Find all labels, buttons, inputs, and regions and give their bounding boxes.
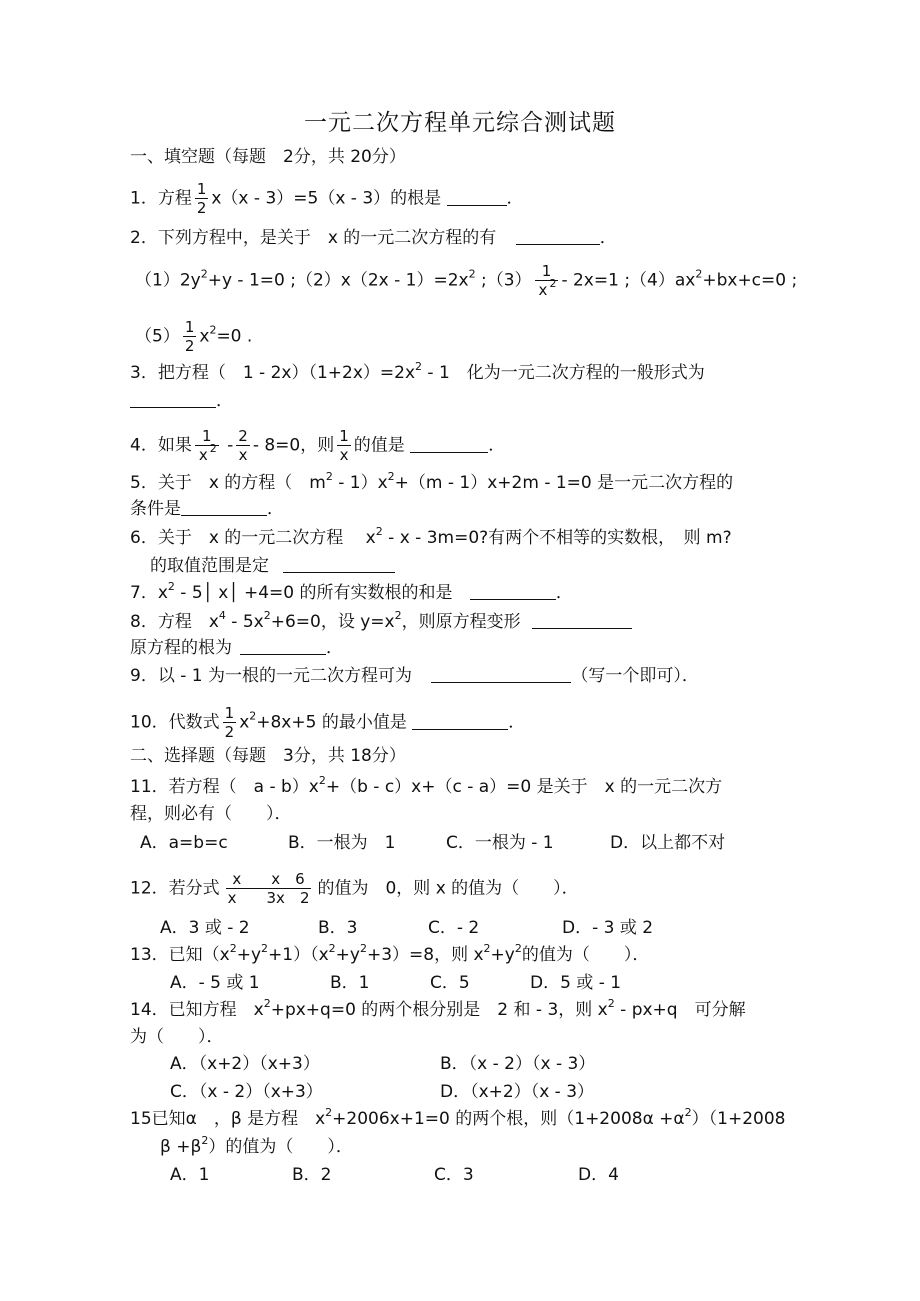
answer-blank[interactable] [447, 189, 507, 206]
question-3-answer: ． [130, 390, 233, 412]
question-8: 8．方程 $x^4 - 5x^2+6=0$，设 $y=x^2$，则原方程变形 [130, 611, 632, 633]
page-title: 一元二次方程单元综合测试题 [304, 110, 616, 136]
choice-c[interactable]: C．5 [430, 973, 470, 993]
fraction: $\frac{1}{2}$ [184, 318, 195, 355]
fraction: $\frac{1}{2}$ [224, 704, 235, 741]
question-11: 11．若方程（ $a - b)x^2+(b - c)x+(c - a)=0$ 是关于 x 的一元二次方 [130, 774, 723, 797]
choice-c[interactable]: C．一根为 - 1 [446, 833, 554, 853]
question-3: 3．把方程（ $1 - 2x)(1+2x)=2x^2 - 1$ 化为一元二次方程的一般形式为 [130, 360, 705, 383]
question-11-cont: 程，则必有（ ）． [130, 804, 292, 824]
question-2: 2．下列方程中，是关于 x 的一元二次方程的有 ． [130, 228, 617, 248]
question-5: 5．关于 x 的方程（ $m^2 - 1)x^2+(m - 1)x+2m - 1=0$ 是一元二次方程的 [130, 470, 734, 493]
answer-blank[interactable] [130, 391, 216, 408]
choice-b[interactable]: B．3 [318, 918, 358, 938]
question-4: 4．如果 $\frac{1}{x ^2}$ - $\frac{2}{x}$ - 8=0，则 $\frac{1}{x}$ 的值是 ． [130, 427, 506, 464]
question-9: 9．以 - 1 为一根的一元二次方程可为 （写一个即可）． [130, 666, 699, 686]
choice-a[interactable]: A．3 或 - 2 [160, 918, 250, 938]
choice-d[interactable]: D．4 [578, 1165, 619, 1185]
choice-b[interactable]: B．1 [330, 973, 370, 993]
question-7: 7．$x^2$ - 5│ x│ +4=0 的所有实数根的和是 ． [130, 580, 573, 603]
section-heading-fill-in: 一、填空题（每题 2分，共 20分） [130, 147, 406, 167]
question-15-cont: $\beta +\beta^2$）的值为（ ）． [160, 1134, 353, 1157]
question-6-cont: 的取值范围是定 [150, 555, 395, 577]
fraction: $\frac{\text{x x 6}}{x 3x 2}$ [227, 870, 310, 907]
question-2-option-5: （5） $\frac{1}{2}$ $x^2=0$ . [135, 318, 253, 355]
question-5-cont: 条件是 ． [130, 499, 284, 519]
choice-a[interactable]: A．- 5 或 1 [170, 973, 260, 993]
choice-c[interactable]: C．（x - 2）（x+3） [170, 1082, 323, 1102]
question-1: 1．方程 $\frac{1}{2}$ x（x - 3）=5（x - 3）的根是 ． [130, 180, 524, 217]
choice-c[interactable]: C．- 2 [428, 918, 480, 938]
question-11-options [140, 832, 725, 854]
choice-a[interactable]: A．（x+2）（x+3） [170, 1054, 320, 1074]
question-14-cont: 为（ ）． [130, 1027, 224, 1047]
question-14-options-row1 [170, 1053, 595, 1075]
choice-b[interactable]: B．2 [292, 1165, 332, 1185]
answer-blank[interactable] [412, 713, 508, 730]
fraction: $\frac{1}{x ^2}$ [535, 262, 559, 299]
question-6: 6．关于 x 的一元二次方程 $x^2 - x - 3m=0$?有两个不相等的实数根， 则 m? [130, 525, 732, 548]
answer-blank[interactable] [181, 499, 267, 516]
choice-d[interactable]: D．以上都不对 [610, 833, 726, 853]
fraction: $\frac{1}{x ^2}$ [195, 427, 219, 464]
choice-d[interactable]: D．（x+2）（x - 3） [440, 1082, 595, 1102]
question-14: 14．已知方程 $x^2+px+q=0$ 的两个根分别是 2 和 - 3，则 $x^2 - px+q$ 可分解 [130, 997, 746, 1020]
choice-a[interactable]: A．1 [170, 1165, 210, 1185]
question-8-cont: 原方程的根为 ． [130, 638, 343, 658]
choice-d[interactable]: D．- 3 或 2 [562, 918, 654, 938]
fraction: $\frac{2}{x}$ [238, 427, 248, 464]
question-14-options-row2 [170, 1081, 594, 1103]
answer-blank[interactable] [410, 436, 488, 453]
answer-blank[interactable] [240, 638, 326, 655]
answer-blank[interactable] [431, 666, 571, 683]
question-13-options [170, 972, 621, 994]
question-15-options [170, 1164, 619, 1186]
question-12-options [160, 917, 653, 939]
answer-blank[interactable] [532, 612, 632, 629]
question-10: 10．代数式 $\frac{1}{2}$ $x^2+8x+5$ 的最小值是 ． [130, 704, 526, 741]
answer-blank[interactable] [516, 228, 600, 245]
question-13: 13．已知$(x^2+y^2+1)(x^2+y^2+3)=8$，则 $x^2+y^2$的值为（ ）． [130, 942, 650, 965]
question-12: 12．若分式 $\frac{\text{x x 6}}{x 3x 2}$ 的值为 0，则 x 的值为（ ）． [130, 870, 579, 907]
fraction: $\frac{1}{x}$ [339, 427, 349, 464]
answer-blank[interactable] [470, 583, 556, 600]
answer-blank[interactable] [283, 556, 395, 573]
choice-c[interactable]: C．3 [434, 1165, 474, 1185]
question-2-options: $(1)2y^2+y - 1=0$ ;（2）x（2x - $1)=2x^2$ ;（3） $\frac{1}{x ^2}$ - 2x=1 $;(4)ax^2+bx+c=0$ ; [135, 262, 798, 299]
choice-b[interactable]: B．（x - 2）（x - 3） [440, 1054, 596, 1074]
choice-d[interactable]: D．5 或 - 1 [530, 973, 622, 993]
choice-a[interactable]: A．a=b=c [140, 833, 228, 853]
section-heading-multiple-choice: 二、选择题（每题 3分，共 18分） [130, 746, 406, 766]
fraction: $\frac{1}{2}$ [196, 180, 207, 217]
choice-b[interactable]: B．一根为 1 [288, 833, 396, 853]
question-15: 15已知α ，β 是方程 $x^2+2006x+1=0$ 的两个根，则$(1+2008\alpha +\alpha^2)(1+2008$ [130, 1106, 786, 1129]
